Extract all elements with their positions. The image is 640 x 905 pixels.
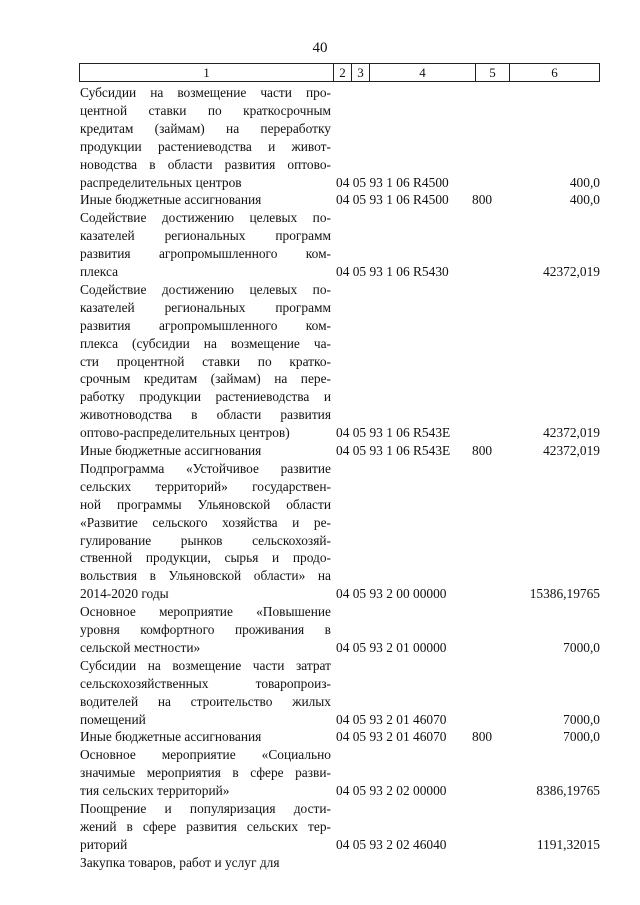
- column-header-6: 6: [551, 65, 558, 80]
- row-description-line: гулирование рынков сельскохозяй-: [80, 532, 331, 548]
- row-description-line: ной программы Ульяновской области: [80, 496, 331, 512]
- row-budget-code: 04 05 93 1 06 R5430: [336, 264, 449, 279]
- row-description-line: жений в сфере развития сельских тер-: [80, 818, 331, 834]
- row-description-line: вольствия в Ульяновской области» на: [80, 568, 331, 584]
- row-description-line: Содействие достижению целевых по-: [80, 281, 331, 297]
- row-budget-code: 04 05 93 2 02 46040: [336, 836, 447, 852]
- row-description-line: казателей региональных программ: [80, 228, 331, 244]
- column-header-1: 1: [80, 64, 334, 81]
- row-expense-type: 800: [472, 443, 493, 458]
- row-description-line: кредитам (займам) на переработку: [80, 120, 331, 136]
- row-amount: 7000,0: [563, 711, 600, 727]
- row-description-line: срочным кредитам (займам) на пере-: [80, 371, 331, 387]
- row-amount: 7000,0: [563, 639, 600, 655]
- column-header-4: 4: [370, 64, 476, 81]
- row-description-line: уровня комфортного проживания в: [80, 622, 331, 637]
- row-amount: 15386,19765: [529, 586, 600, 602]
- row-description-line: оптово-распределительных центров): [80, 425, 290, 441]
- row-description-line: животноводства в области развития: [80, 407, 331, 423]
- row-description-line: Содействие достижению целевых по-: [80, 210, 331, 226]
- row-amount: 400,0: [569, 192, 600, 208]
- row-expense-type: 800: [472, 729, 493, 745]
- row-description-line: водителей на строительство жилых: [80, 693, 331, 709]
- row-description-line: Иные бюджетные ассигнования: [80, 729, 262, 745]
- row-budget-code: 04 05 93 1 06 R543E: [336, 425, 451, 441]
- row-amount: 400,0: [569, 174, 600, 190]
- row-budget-code: 04 05 93 2 02 00000: [336, 783, 447, 799]
- column-header-3: 3: [352, 64, 370, 81]
- row-description-line: Подпрограмма «Устойчивое развитие: [80, 460, 331, 476]
- row-description-line: продукции растениеводства и живот-: [80, 138, 331, 154]
- row-description-line: сельских территорий» государствен-: [80, 478, 331, 494]
- row-description-line: развития агропромышленного ком-: [80, 317, 331, 333]
- row-description-line: плекса (субсидии на возмещение ча-: [80, 335, 331, 351]
- row-budget-code: 04 05 93 2 01 46070: [336, 711, 447, 727]
- row-budget-code: 04 05 93 2 01 46070: [336, 729, 447, 745]
- row-description-line: риторий: [80, 836, 128, 852]
- row-amount: 1191,32015: [536, 836, 600, 852]
- row-description-line: «Развитие сельского хозяйства и ре-: [80, 514, 331, 530]
- column-header-2: 2: [334, 64, 352, 81]
- row-description-line: распределительных центров: [80, 174, 242, 190]
- row-description-line: развития агропромышленного ком-: [80, 246, 331, 262]
- row-budget-code: 04 05 93 1 06 R4500: [336, 174, 449, 190]
- row-description-line: 2014-2020 годы: [80, 586, 169, 602]
- row-description-line: сти процентной ставки по кратко-: [80, 353, 331, 369]
- row-budget-code: 04 05 93 1 06 R4500: [336, 192, 449, 208]
- row-description-line: сельскохозяйственных товаропроиз-: [80, 675, 331, 691]
- row-description-line: Основное мероприятие «Повышение: [80, 604, 331, 620]
- row-description-line: Субсидии на возмещение части затрат: [80, 657, 331, 673]
- row-expense-type: 800: [472, 192, 493, 208]
- row-description-line: Закупка товаров, работ и услуг для: [80, 854, 280, 870]
- row-description-line: Поощрение и популяризация дости-: [80, 801, 331, 816]
- row-amount: 42372,019: [543, 264, 600, 279]
- row-description-line: плекса: [80, 264, 119, 279]
- row-description-line: ственной продукции, сырья и продо-: [80, 550, 331, 566]
- row-budget-code: 04 05 93 1 06 R543E: [336, 443, 451, 458]
- row-amount: 8386,19765: [536, 783, 600, 799]
- row-amount: 42372,019: [543, 443, 600, 458]
- row-description-line: тия сельских территорий»: [80, 783, 230, 799]
- row-description-line: работку продукции растениеводства и: [80, 389, 331, 405]
- row-description-line: сельской местности»: [80, 639, 201, 655]
- column-header-5: 5: [476, 64, 510, 81]
- row-amount: 42372,019: [543, 425, 600, 441]
- row-description-line: Иные бюджетные ассигнования: [80, 443, 262, 458]
- row-description-line: Иные бюджетные ассигнования: [80, 192, 262, 208]
- row-amount: 7000,0: [563, 729, 600, 745]
- row-description-line: казателей региональных программ: [80, 299, 331, 315]
- row-description-line: Субсидии на возмещение части про-: [80, 85, 331, 100]
- column-header-table: [79, 63, 600, 82]
- row-description-line: новодства в области развития оптово-: [80, 156, 331, 172]
- row-description-line: центной ставки по краткосрочным: [80, 102, 331, 118]
- row-budget-code: 04 05 93 2 01 00000: [336, 639, 447, 655]
- row-description-line: значимые мероприятия в сфере разви-: [80, 765, 331, 781]
- row-description-line: помещений: [80, 711, 146, 727]
- row-description-line: Основное мероприятие «Социально: [80, 747, 331, 763]
- page-number: 40: [312, 40, 328, 56]
- row-budget-code: 04 05 93 2 00 00000: [336, 586, 447, 602]
